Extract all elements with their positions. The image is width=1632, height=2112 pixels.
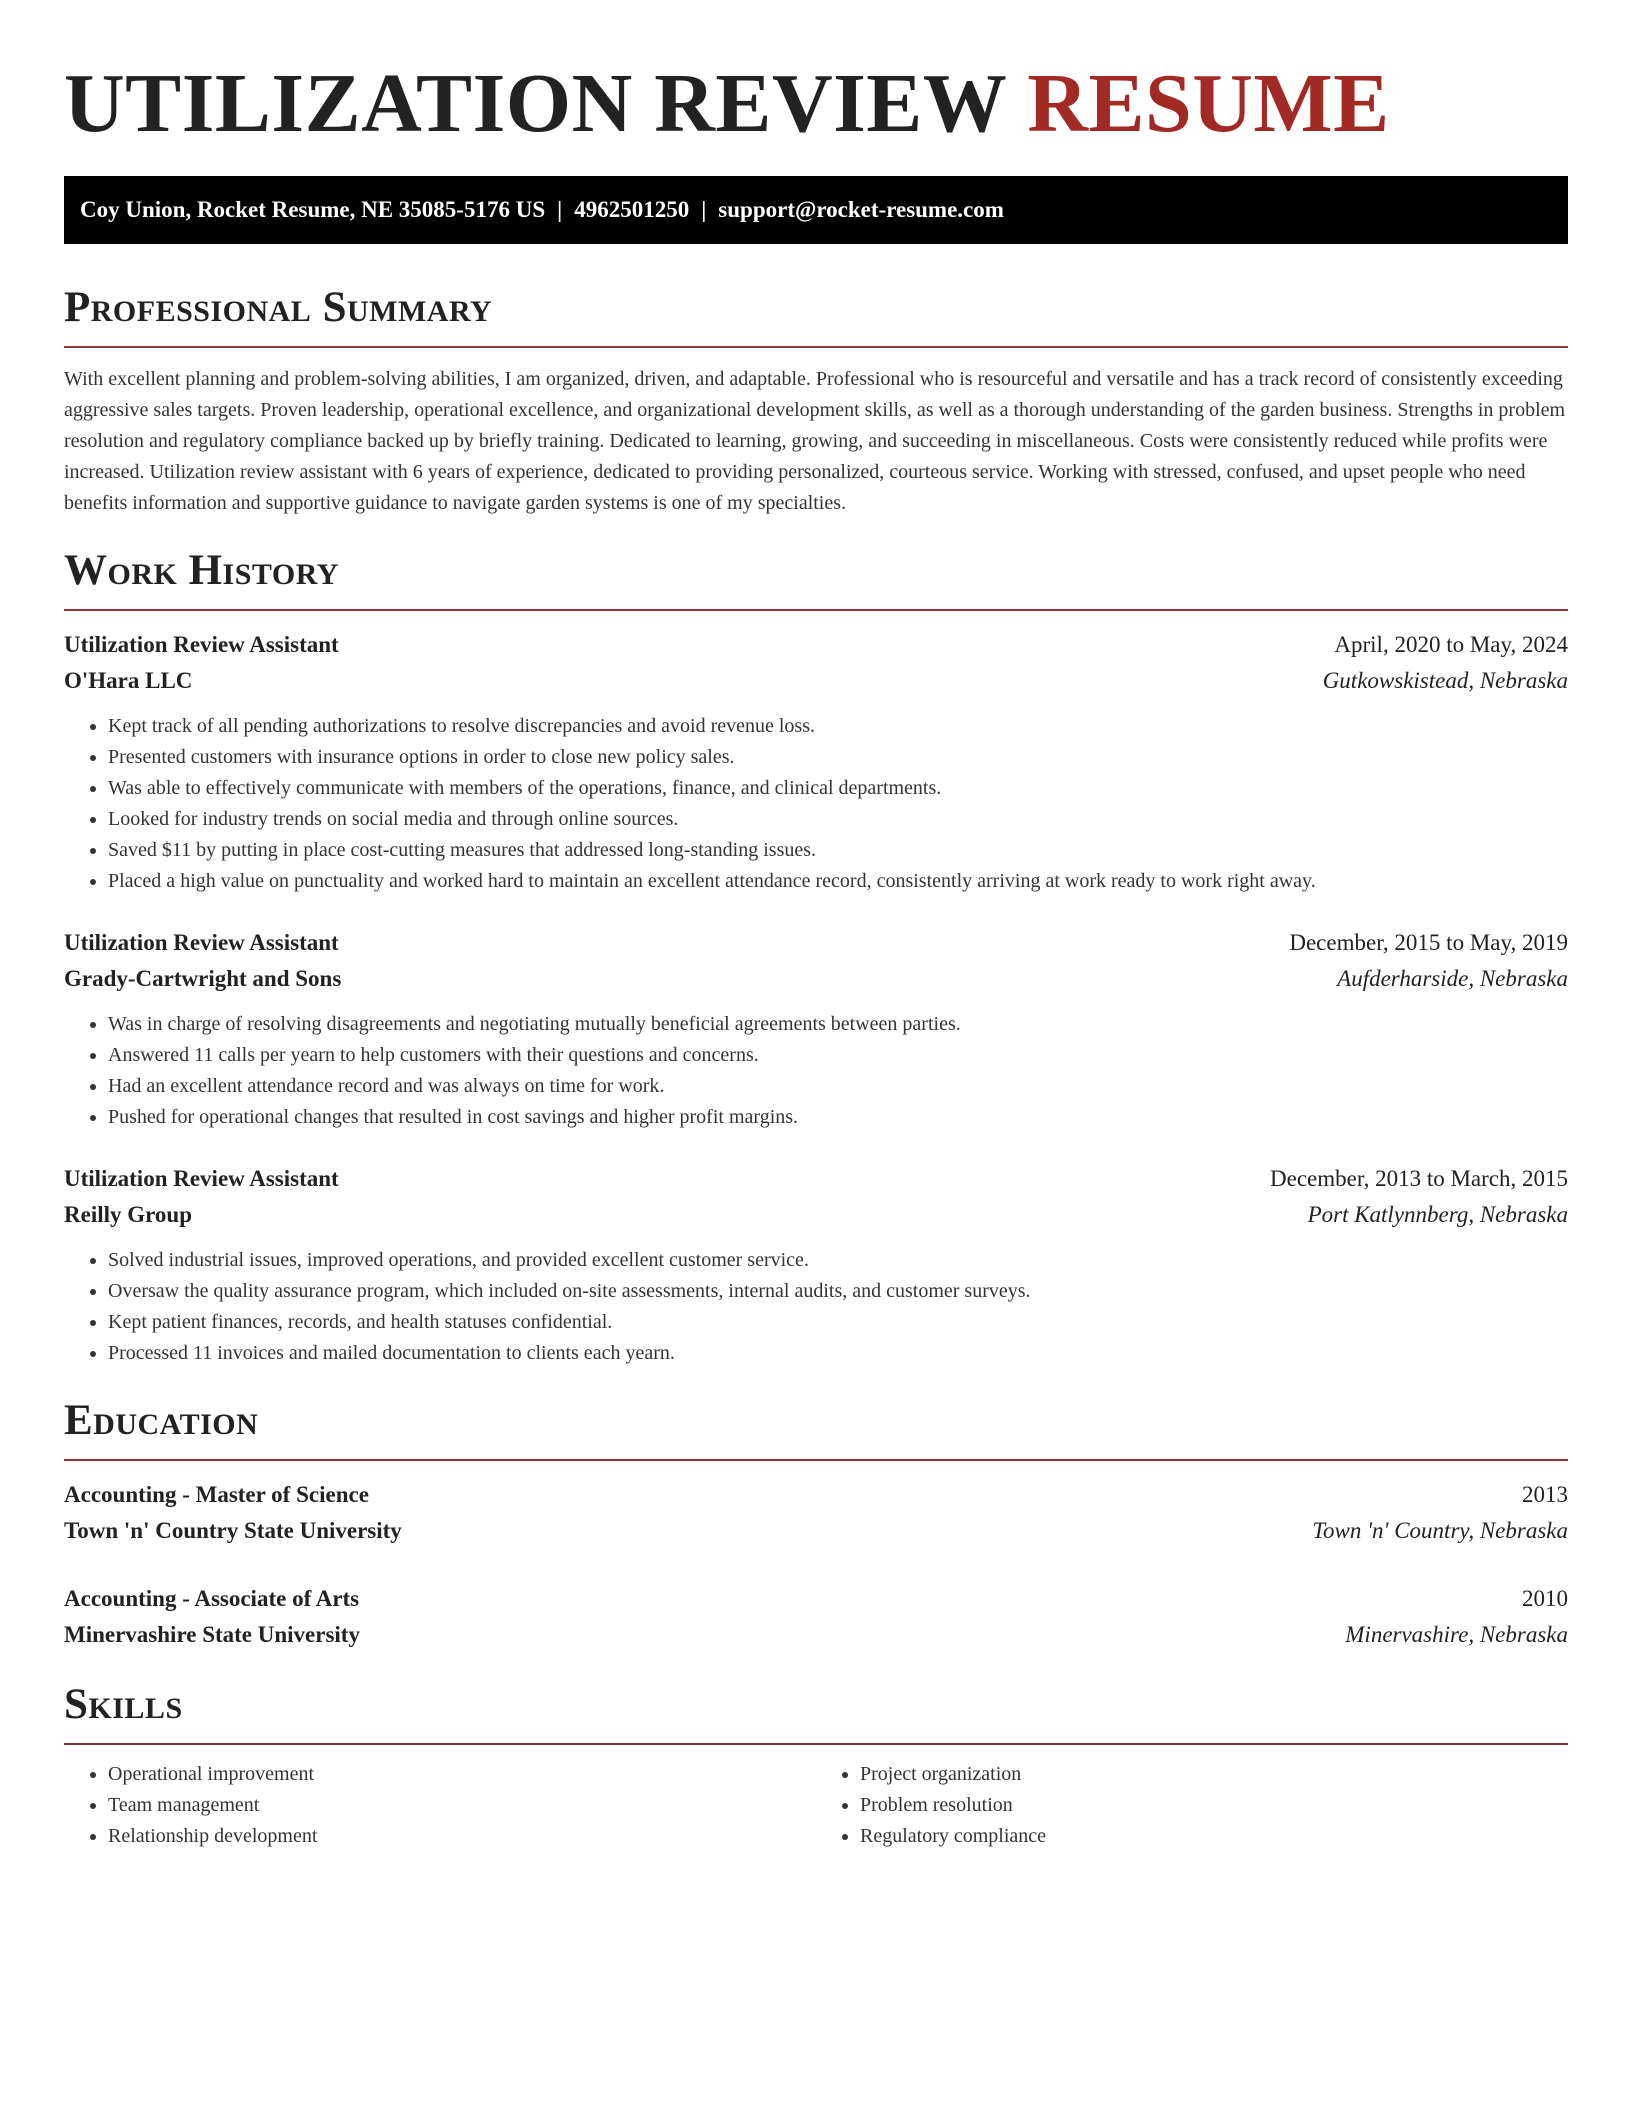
summary-text: With excellent planning and problem-solving abilities, I am organized, driven, and adaptable. Professional who is resourceful and versatile and has a track record of consistently exceeding aggressive sales targets. Proven leadership, operational excellence, and organizational development skills, as well as a thorough understanding of the garden business. Strengths in problem resolution and regulatory compliance backed up by briefly training. Dedicated to learning, growing, and succeeding in miscellaneous. Costs were consistently reduced while profits were increased. Utilization review assistant with 6 years of experience, dedicated to providing personalized, courteous service. Working with stressed, confused, and upset people who need benefits information and supportive guidance to navigate garden systems is one of my specialties. bbox=[64, 368, 1566, 514]
skills-list-left bbox=[64, 1759, 816, 1852]
title-main: UTILIZATION REVIEW bbox=[64, 57, 1006, 150]
list-item: • Presented customers with insurance options in order to close new policy sales. bbox=[108, 742, 1568, 773]
list-item: • Had an excellent attendance record and was always on time for work. bbox=[108, 1071, 1568, 1102]
education-degree: Accounting - Associate of Arts bbox=[64, 1586, 360, 1611]
list-item: • Kept patient finances, records, and health statuses confidential. bbox=[108, 1307, 1568, 1338]
job-company-row bbox=[64, 1197, 1568, 1233]
skill-item: • Project organization bbox=[860, 1759, 1568, 1790]
list-item: • Was able to effectively communicate with members of the operations, finance, and clinical departments. bbox=[108, 773, 1568, 804]
list-item: • Pushed for operational changes that resulted in cost savings and higher profit margins. bbox=[108, 1102, 1568, 1133]
section-divider bbox=[64, 1743, 1568, 1745]
work-history-heading: Work History bbox=[64, 547, 339, 594]
skills-heading: Skills bbox=[64, 1681, 183, 1728]
job-bullets bbox=[64, 1009, 1568, 1133]
education-header-row bbox=[64, 1581, 1568, 1617]
summary-heading: Professional Summary bbox=[64, 284, 493, 331]
contact-separator: | bbox=[557, 197, 563, 222]
list-item: • Answered 11 calls per yearn to help customers with their questions and concerns. bbox=[108, 1040, 1568, 1071]
contact-separator: | bbox=[701, 197, 707, 222]
job-entry bbox=[64, 627, 1568, 897]
contact-email[interactable]: support@rocket-resume.com bbox=[718, 197, 1004, 222]
list-item: • Processed 11 invoices and mailed documentation to clients each yearn. bbox=[108, 1338, 1568, 1369]
job-header-row bbox=[64, 1161, 1568, 1197]
education-school-row bbox=[64, 1513, 1568, 1549]
job-location: Port Katlynnberg, Nebraska bbox=[1307, 1202, 1568, 1227]
education-entry bbox=[64, 1581, 1568, 1653]
education-school-row bbox=[64, 1617, 1568, 1653]
skill-item: • Regulatory compliance bbox=[860, 1821, 1568, 1852]
education-section bbox=[64, 1395, 1568, 1653]
list-item: • Placed a high value on punctuality and worked hard to maintain an excellent attendance record, consistently arriving at work ready to work right away. bbox=[108, 866, 1568, 897]
contact-bar bbox=[64, 176, 1568, 244]
resume-title bbox=[64, 0, 1568, 154]
job-bullets bbox=[64, 711, 1568, 897]
job-header-row bbox=[64, 627, 1568, 663]
job-company: O'Hara LLC bbox=[64, 668, 193, 693]
work-history-section bbox=[64, 545, 1568, 1369]
section-divider bbox=[64, 1459, 1568, 1461]
job-dates: December, 2015 to May, 2019 bbox=[1289, 930, 1568, 955]
list-item: • Kept track of all pending authorizations to resolve discrepancies and avoid revenue loss. bbox=[108, 711, 1568, 742]
list-item: • Solved industrial issues, improved operations, and provided excellent customer service. bbox=[108, 1245, 1568, 1276]
job-title: Utilization Review Assistant bbox=[64, 1166, 339, 1191]
education-school: Minervashire State University bbox=[64, 1622, 360, 1647]
education-school: Town 'n' Country State University bbox=[64, 1518, 402, 1543]
skill-item: • Problem resolution bbox=[860, 1790, 1568, 1821]
job-entry bbox=[64, 1161, 1568, 1369]
summary-section bbox=[64, 282, 1568, 519]
education-year: 2010 bbox=[1522, 1586, 1568, 1611]
skills-section bbox=[64, 1679, 1568, 1852]
skills-columns bbox=[64, 1759, 1568, 1852]
job-title: Utilization Review Assistant bbox=[64, 632, 339, 657]
skill-item: • Operational improvement bbox=[108, 1759, 816, 1790]
education-location: Town 'n' Country, Nebraska bbox=[1312, 1518, 1568, 1543]
list-item: • Looked for industry trends on social media and through online sources. bbox=[108, 804, 1568, 835]
education-location: Minervashire, Nebraska bbox=[1345, 1622, 1568, 1647]
job-company-row bbox=[64, 961, 1568, 997]
list-item: • Saved $11 by putting in place cost-cutting measures that addressed long-standing issues. bbox=[108, 835, 1568, 866]
skill-item: • Team management bbox=[108, 1790, 816, 1821]
job-header-row bbox=[64, 925, 1568, 961]
contact-phone: 4962501250 bbox=[574, 197, 690, 222]
contact-address: Coy Union, Rocket Resume, NE 35085-5176 US bbox=[80, 197, 546, 222]
job-location: Aufderharside, Nebraska bbox=[1337, 966, 1568, 991]
education-heading: Education bbox=[64, 1397, 259, 1444]
education-degree: Accounting - Master of Science bbox=[64, 1482, 369, 1507]
title-accent: RESUME bbox=[1027, 57, 1390, 150]
job-entry bbox=[64, 925, 1568, 1133]
job-title: Utilization Review Assistant bbox=[64, 930, 339, 955]
education-entry bbox=[64, 1477, 1568, 1549]
skill-item: • Relationship development bbox=[108, 1821, 816, 1852]
resume-page bbox=[64, 0, 1568, 1852]
skills-list-right bbox=[816, 1759, 1568, 1852]
education-year: 2013 bbox=[1522, 1482, 1568, 1507]
job-dates: December, 2013 to March, 2015 bbox=[1270, 1166, 1568, 1191]
section-divider bbox=[64, 609, 1568, 611]
job-location: Gutkowskistead, Nebraska bbox=[1322, 668, 1568, 693]
job-company-row bbox=[64, 663, 1568, 699]
job-company: Grady-Cartwright and Sons bbox=[64, 966, 342, 991]
section-divider bbox=[64, 346, 1568, 348]
job-bullets bbox=[64, 1245, 1568, 1369]
job-company: Reilly Group bbox=[64, 1202, 193, 1227]
list-item: • Oversaw the quality assurance program, which included on-site assessments, internal audits, and customer surveys. bbox=[108, 1276, 1568, 1307]
list-item: • Was in charge of resolving disagreements and negotiating mutually beneficial agreements between parties. bbox=[108, 1009, 1568, 1040]
job-dates: April, 2020 to May, 2024 bbox=[1334, 632, 1568, 657]
education-header-row bbox=[64, 1477, 1568, 1513]
